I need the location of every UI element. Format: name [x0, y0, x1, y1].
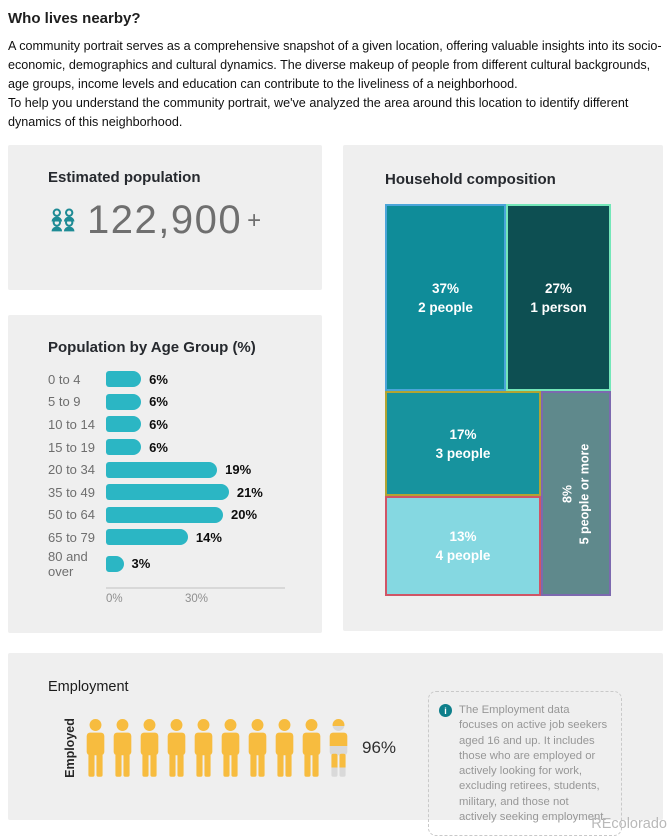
treemap-cell-one-person — [506, 204, 611, 391]
age-group-chart-card — [8, 315, 322, 633]
bar-value-label: 20% — [231, 507, 258, 523]
cards-grid — [8, 145, 663, 633]
treemap-cell-content — [436, 527, 491, 565]
treemap-cell-five-plus — [541, 391, 611, 596]
employed-axis-label: Employed — [63, 718, 77, 778]
bar-value-label: 3% — [131, 556, 151, 572]
treemap-cell-content — [530, 279, 586, 317]
treemap-cell-content — [418, 279, 473, 317]
cell-percent: 13% — [449, 529, 477, 544]
person-icon — [165, 717, 188, 779]
bar-value-label: 6% — [149, 394, 168, 410]
people-group-icon — [48, 207, 78, 238]
bar-row — [48, 526, 322, 549]
employment-note-text: The Employment data focuses on active job seekers aged 16 and up. It includes those who are employed or actively looking for work, excluding retirees, students, military, and those not actively seeking employment. — [459, 704, 608, 824]
bar-row — [48, 413, 322, 436]
person-icon — [219, 717, 242, 779]
bar — [106, 439, 141, 455]
household-title: Household composition — [385, 171, 556, 188]
bar-category-label: 15 to 19 — [48, 439, 95, 455]
bar — [106, 484, 229, 500]
person-icon — [273, 717, 296, 779]
employment-note-box — [428, 691, 622, 836]
treemap-cell-four-people — [385, 496, 541, 596]
pictogram-icons — [84, 717, 350, 779]
treemap-cell-two-people — [385, 204, 506, 391]
bar-value-label: 6% — [149, 439, 168, 455]
person-icon — [138, 717, 161, 779]
intro-paragraph-2: To help you understand the community portrait, we've analyzed the area around this location to identify different dynamics of this neighborhood. — [8, 96, 629, 129]
page-title: Who lives nearby? — [8, 10, 141, 27]
employment-card — [8, 653, 663, 824]
population-value: 122,900 — [87, 198, 243, 242]
x-tick-0: 0% — [106, 592, 123, 605]
bar-row — [48, 436, 322, 459]
person-icon — [300, 717, 323, 779]
bar-category-label: 35 to 49 — [48, 484, 95, 500]
bar-row — [48, 549, 322, 579]
bar-category-label: 10 to 14 — [48, 416, 95, 432]
bar-value-label: 14% — [195, 529, 222, 545]
person-icon — [111, 717, 134, 779]
population-plus-sign: + — [247, 206, 262, 234]
cell-label: 2 people — [418, 299, 473, 315]
intro-text — [8, 37, 663, 132]
bar — [106, 462, 217, 478]
bar-row — [48, 458, 322, 481]
treemap-cell-content — [436, 425, 491, 463]
bar-value-label: 21% — [236, 484, 263, 500]
x-axis — [106, 587, 285, 609]
person-icon — [84, 717, 107, 779]
watermark: REcolorado — [591, 816, 667, 832]
cell-label: 1 person — [530, 299, 587, 315]
intro-paragraph-1: A community portrait serves as a comprehensive snapshot of a given location, offering valuable insights into its socio-economic, demographics and cultural dynamics. The diverse makeup of people from different cultural backgrounds, age groups, income levels and education can contribute to the liveliness of a neighborhood. — [8, 39, 662, 91]
bar-category-label: 50 to 64 — [48, 507, 95, 523]
cell-label: 5 people or more — [577, 443, 592, 544]
bar — [106, 507, 223, 523]
household-composition-card — [343, 145, 663, 631]
estimated-population-card — [8, 145, 322, 290]
bar-value-label: 19% — [225, 462, 252, 478]
bar-row — [48, 368, 322, 391]
bar — [106, 371, 141, 387]
person-icon — [327, 717, 350, 779]
cell-percent: 27% — [544, 280, 573, 296]
bar-category-label: 0 to 4 — [48, 371, 81, 387]
cell-percent: 17% — [449, 426, 477, 442]
bar — [106, 416, 141, 432]
info-icon: i — [439, 704, 452, 717]
estimated-population-title: Estimated population — [48, 169, 201, 186]
cell-label: 3 people — [435, 445, 491, 461]
bar — [106, 394, 141, 410]
bar — [106, 556, 124, 572]
treemap — [385, 204, 611, 596]
bar-category-label: 20 to 34 — [48, 462, 95, 478]
age-chart-title: Population by Age Group (%) — [48, 339, 256, 356]
bar-value-label: 6% — [149, 416, 168, 432]
bar-row — [48, 481, 322, 504]
right-column — [343, 145, 663, 633]
bar-category-label: 65 to 79 — [48, 529, 95, 545]
bar-category-label: 80 and over — [48, 548, 88, 579]
person-icon — [246, 717, 269, 779]
treemap-cell-content — [559, 443, 593, 544]
employment-percent: 96% — [362, 738, 397, 757]
treemap-cell-three-people — [385, 391, 541, 496]
bar-value-label: 6% — [149, 371, 168, 387]
bar — [106, 529, 188, 545]
cell-percent: 37% — [431, 280, 459, 296]
employment-title: Employment — [48, 679, 129, 695]
bar-category-label: 5 to 9 — [48, 394, 81, 410]
x-tick-30: 30% — [185, 592, 209, 605]
cell-label: 4 people — [435, 548, 491, 563]
person-icon — [192, 717, 215, 779]
bar-row — [48, 391, 322, 414]
bar-row — [48, 504, 322, 527]
cell-percent: 8% — [560, 484, 575, 503]
left-column — [8, 145, 322, 633]
age-bar-rows — [48, 368, 322, 579]
population-value-row — [48, 198, 322, 243]
